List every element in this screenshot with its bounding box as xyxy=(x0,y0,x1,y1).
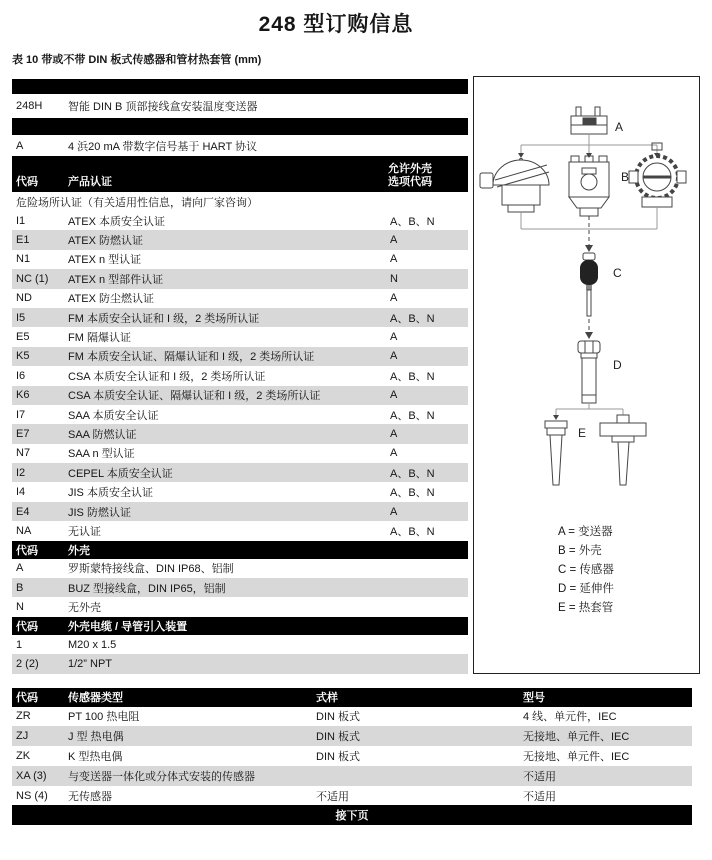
cert-row xyxy=(12,444,468,463)
connector-lines-top xyxy=(521,134,657,153)
desc-cell: 智能 DIN B 顶部接线盒安装温度变送器 xyxy=(68,101,258,113)
code-cell: NS (4) xyxy=(16,789,48,802)
desc-cell: ATEX 本质安全认证 xyxy=(68,215,165,228)
desc-cell: JIS 防燃认证 xyxy=(68,506,131,519)
code-cell: I5 xyxy=(16,311,26,324)
code-cell: I7 xyxy=(16,408,26,421)
sensor-drawing xyxy=(580,253,598,316)
cert-row xyxy=(12,366,468,385)
assembly-diagram xyxy=(474,77,699,517)
style-cell: 不适用 xyxy=(316,790,349,803)
desc-cell: CEPEL 本质安全认证 xyxy=(68,467,173,480)
housing-row xyxy=(12,559,468,578)
header-code: 代码 xyxy=(16,544,38,557)
cert-row xyxy=(12,521,468,540)
model-cell: 不适用 xyxy=(523,770,556,783)
ordering-table xyxy=(12,79,468,674)
cert-row xyxy=(12,463,468,482)
output-row xyxy=(12,135,468,156)
housing-row xyxy=(12,578,468,597)
options-cell: A xyxy=(390,234,398,247)
sensor-table-header xyxy=(12,688,692,707)
continued-bar: 接下页 xyxy=(12,805,692,825)
label-a: A xyxy=(615,120,624,134)
type-cell: 无传感器 xyxy=(68,790,112,803)
code-cell: ZK xyxy=(16,749,31,762)
thermowell-flanged-drawing xyxy=(600,415,646,485)
options-cell: A xyxy=(390,331,398,344)
model-row xyxy=(12,94,468,118)
style-cell: DIN 板式 xyxy=(316,711,360,724)
desc-cell: 1/2” NPT xyxy=(68,657,113,670)
model-cell: 无接地、单元件、IEC xyxy=(523,750,630,763)
desc-cell: BUZ 型接线盒，DIN IP65，铝制 xyxy=(68,582,226,595)
connection-head-drawing xyxy=(480,159,549,213)
housing-row xyxy=(12,597,468,616)
header-options-line2: 选项代码 xyxy=(388,176,432,188)
desc-cell: 4 浜20 mA 带数字信号基于 HART 协议 xyxy=(68,140,258,153)
legend-item: D = 延伸件 xyxy=(558,583,614,595)
legend-item: C = 传感器 xyxy=(558,564,614,576)
cert-row xyxy=(12,250,468,269)
desc-cell: 无认证 xyxy=(68,525,101,538)
options-cell: A xyxy=(390,427,398,440)
header-style: 式样 xyxy=(316,692,338,705)
section-bar-model xyxy=(12,79,468,94)
conduit-table-header xyxy=(12,617,468,635)
code-cell: NC (1) xyxy=(16,272,49,285)
conduit-row xyxy=(12,654,468,673)
code-cell: XA (3) xyxy=(16,769,47,782)
code-cell: I4 xyxy=(16,486,26,499)
header-model: 型号 xyxy=(523,692,545,705)
label-c: C xyxy=(613,266,622,280)
sensor-row xyxy=(12,707,692,727)
legend-item: E = 热套管 xyxy=(558,602,614,614)
code-cell: 248H xyxy=(16,100,43,112)
code-cell: E1 xyxy=(16,234,30,247)
options-cell: A、B、N xyxy=(390,467,435,480)
options-cell: A、B、N xyxy=(390,487,435,500)
desc-cell: CSA 本质安全认证、隔爆认证和 I 级，2 类场所认证 xyxy=(68,390,321,403)
cert-row xyxy=(12,386,468,405)
options-cell: A、B、N xyxy=(390,409,435,422)
code-cell: A xyxy=(16,139,24,152)
conduit-row xyxy=(12,635,468,654)
code-cell: ZR xyxy=(16,710,31,723)
cert-row xyxy=(12,289,468,308)
code-cell: K6 xyxy=(16,389,30,402)
options-cell: A xyxy=(390,447,398,460)
desc-cell: ATEX n 型认证 xyxy=(68,254,142,267)
code-cell: ZJ xyxy=(16,730,29,743)
code-cell: A xyxy=(16,562,24,575)
options-cell: N xyxy=(390,272,398,285)
code-cell: N7 xyxy=(16,447,31,460)
header-conduit: 外壳电缆 / 导管引入装置 xyxy=(68,620,188,633)
desc-cell: M20 x 1.5 xyxy=(68,638,117,651)
section-bar-output xyxy=(12,118,468,135)
code-cell: I6 xyxy=(16,369,26,382)
options-cell: A xyxy=(390,292,398,305)
label-d: D xyxy=(613,358,622,372)
cert-row xyxy=(12,482,468,501)
desc-cell: ATEX 防尘燃认证 xyxy=(68,293,154,306)
header-code: 代码 xyxy=(16,692,38,705)
sensor-row xyxy=(12,786,692,806)
model-cell: 不适用 xyxy=(523,790,556,803)
page-title: 248 型订购信息 xyxy=(258,13,414,36)
options-cell: A、B、N xyxy=(390,370,435,383)
header-product-cert: 产品认证 xyxy=(68,176,112,188)
cert-row xyxy=(12,211,468,230)
code-cell: ND xyxy=(16,292,32,305)
type-cell: PT 100 热电阻 xyxy=(68,711,140,724)
housing-table-header xyxy=(12,541,468,559)
desc-cell: 罗斯蒙特接线盒、DIN IP68、铝制 xyxy=(68,563,234,576)
options-cell: A、B、N xyxy=(390,215,435,228)
header-sensor-type: 传感器类型 xyxy=(68,692,123,705)
desc-cell: JIS 本质安全认证 xyxy=(68,487,153,500)
desc-cell: FM 隔爆认证 xyxy=(68,332,131,345)
options-cell: A xyxy=(390,505,398,518)
label-e: E xyxy=(578,426,587,440)
table-caption: 表 10 带或不带 DIN 板式传感器和管材热套管 (mm) xyxy=(12,54,262,66)
model-cell: 4 线、单元件，IEC xyxy=(523,711,617,724)
sensor-table xyxy=(12,688,692,825)
legend-item: A = 变送器 xyxy=(558,526,613,538)
cert-row xyxy=(12,327,468,346)
cert-row xyxy=(12,230,468,249)
type-cell: K 型热电偶 xyxy=(68,750,123,763)
cert-table-header xyxy=(12,156,468,192)
desc-cell: FM 本质安全认证、隔爆认证和 I 级，2 类场所认证 xyxy=(68,351,315,364)
header-options-line1: 允许外壳 xyxy=(388,163,432,175)
options-cell: A、B、N xyxy=(390,525,435,538)
code-cell: NA xyxy=(16,524,32,537)
cert-row xyxy=(12,405,468,424)
code-cell: E7 xyxy=(16,427,30,440)
hazard-note: 危险场所认证（有关适用性信息，请向厂家咨询） xyxy=(16,196,258,209)
desc-cell: ATEX 防燃认证 xyxy=(68,235,143,248)
thermowell-threaded-drawing xyxy=(545,421,567,485)
sensor-row xyxy=(12,746,692,766)
desc-cell: FM 本质安全认证和 I 级，2 类场所认证 xyxy=(68,312,260,325)
style-cell: DIN 板式 xyxy=(316,731,360,744)
desc-cell: ATEX n 型部件认证 xyxy=(68,273,164,286)
header-housing: 外壳 xyxy=(68,544,90,557)
cert-row xyxy=(12,269,468,288)
cert-row xyxy=(12,347,468,366)
cert-row xyxy=(12,424,468,443)
cert-row xyxy=(12,308,468,327)
options-cell: A xyxy=(390,350,398,363)
code-cell: E5 xyxy=(16,331,30,344)
diagram-legend xyxy=(558,523,614,618)
code-cell: I2 xyxy=(16,466,26,479)
label-b: B xyxy=(621,170,630,184)
code-cell: I1 xyxy=(16,214,26,227)
model-cell: 无接地、单元件、IEC xyxy=(523,731,630,744)
code-cell: 2 (2) xyxy=(16,657,39,670)
code-cell: 1 xyxy=(16,638,23,651)
style-cell: DIN 板式 xyxy=(316,750,360,763)
type-cell: 与变送器一体化或分体式安装的传感器 xyxy=(68,770,255,783)
desc-cell: SAA 本质安全认证 xyxy=(68,409,159,422)
options-cell: A xyxy=(390,253,398,266)
desc-cell: SAA n 型认证 xyxy=(68,448,135,461)
legend-item: B = 外壳 xyxy=(558,545,602,557)
code-cell: E4 xyxy=(16,505,30,518)
header-code: 代码 xyxy=(16,620,38,633)
code-cell: N xyxy=(16,601,24,614)
thermowell-branch-lines xyxy=(556,403,623,415)
sensor-row xyxy=(12,766,692,786)
extension-drawing xyxy=(578,341,600,403)
desc-cell: 无外壳 xyxy=(68,602,101,615)
type-cell: J 型 热电偶 xyxy=(68,731,124,744)
transmitter-drawing xyxy=(571,107,607,134)
sensor-row xyxy=(12,726,692,746)
code-cell: K5 xyxy=(16,350,30,363)
options-cell: A、B、N xyxy=(390,312,435,325)
desc-cell: CSA 本质安全认证和 I 级，2 类场所认证 xyxy=(68,370,266,383)
code-cell: N1 xyxy=(16,253,31,266)
code-cell: B xyxy=(16,581,24,594)
desc-cell: SAA 防燃认证 xyxy=(68,428,137,441)
assembly-diagram-panel xyxy=(473,76,700,674)
din-housing-drawing xyxy=(569,156,609,216)
options-cell: A xyxy=(390,389,398,402)
cert-row xyxy=(12,502,468,521)
header-code: 代码 xyxy=(16,176,38,188)
